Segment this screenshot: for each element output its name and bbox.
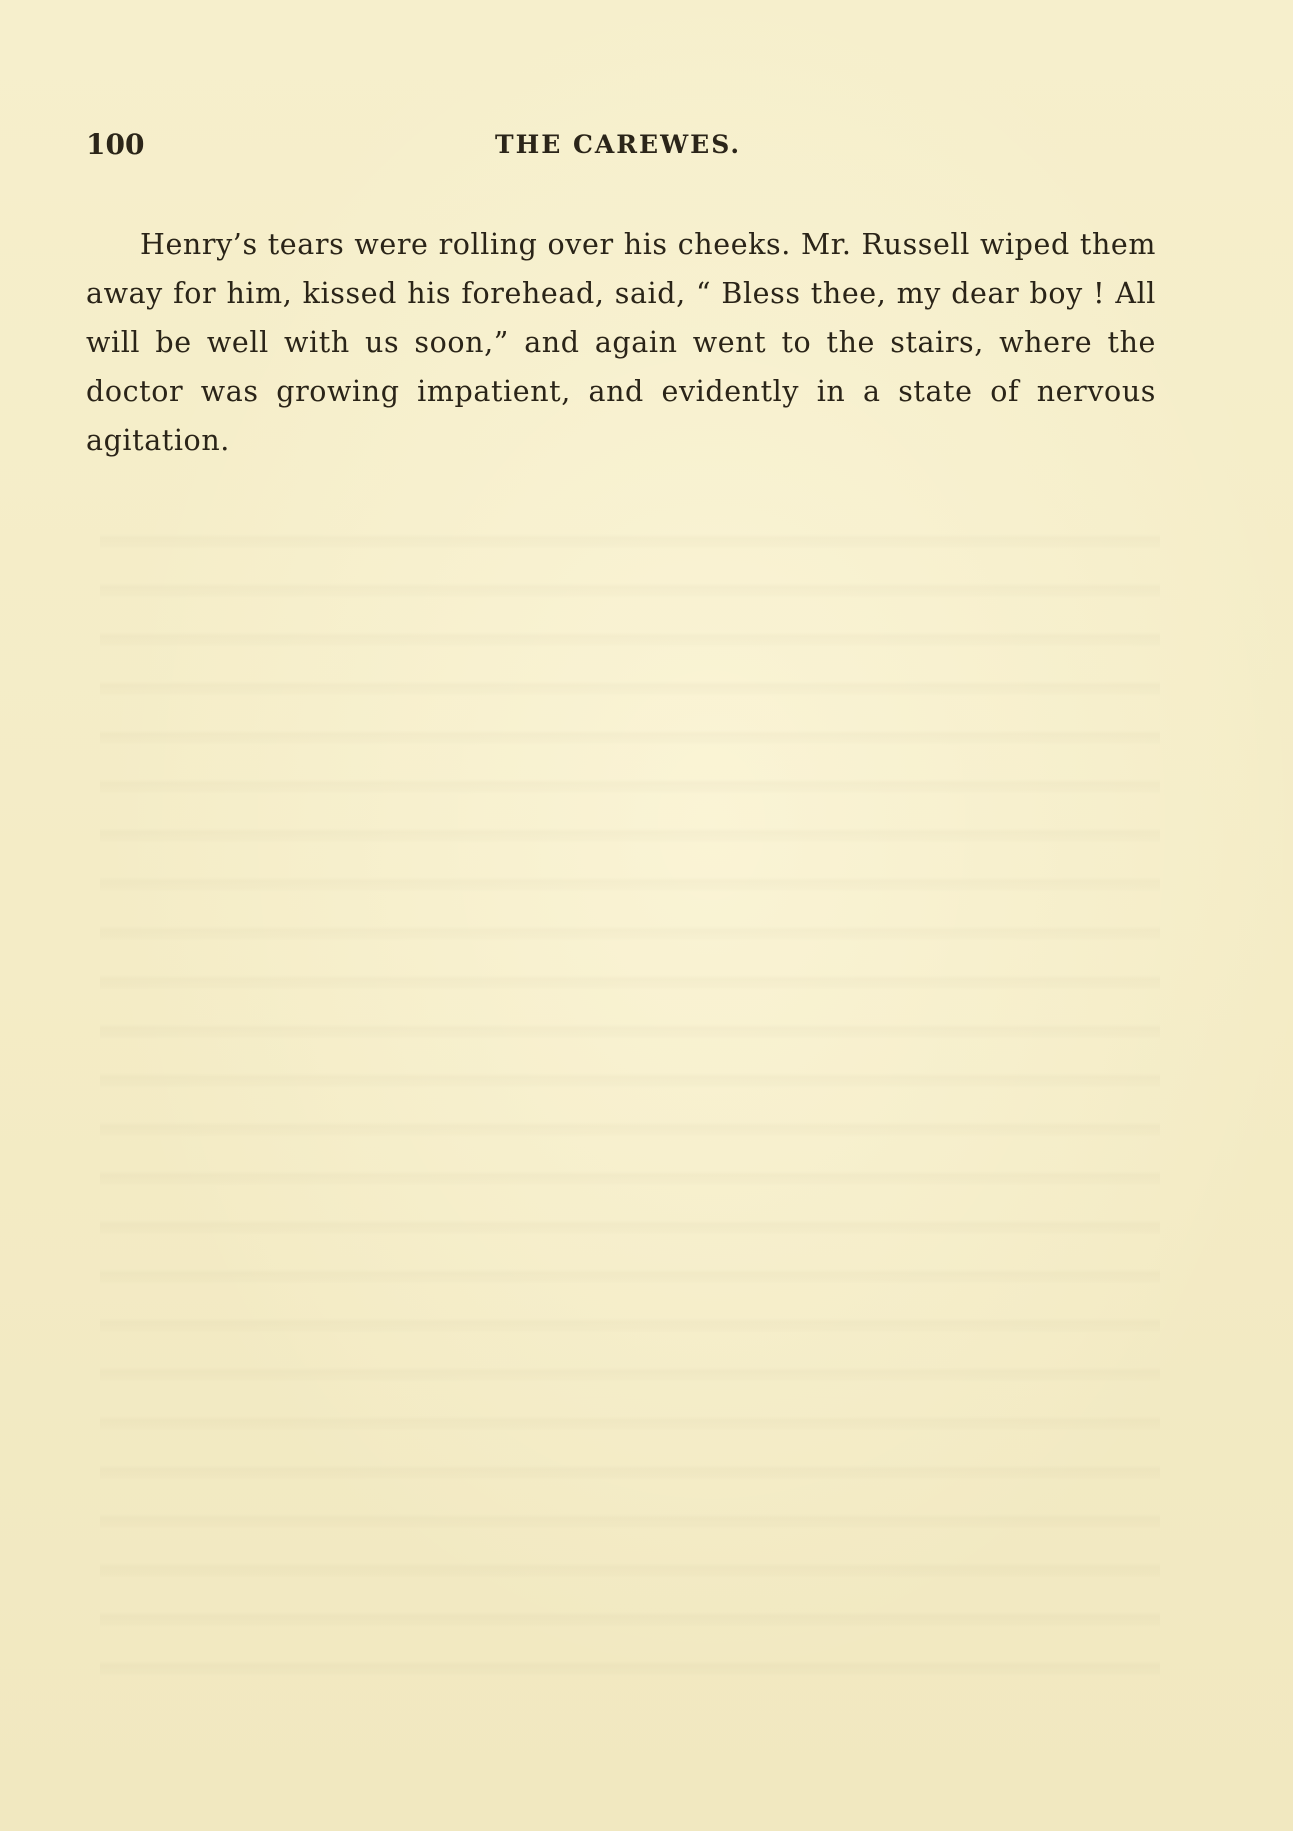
running-head xyxy=(80,128,1230,168)
body-paragraph: Henry’s tears were rolling over his cheeks. Mr. Russell wiped them away for him, kissed his forehead, said, “ Bless thee, my dear boy ! All will be well with us soon,” and again went to the stairs, where the doctor was growing impatient, and evidently in a state of nervous agitation. xyxy=(86,228,1156,457)
paper-texture xyxy=(100,500,1160,1680)
page-number: 100 xyxy=(86,128,145,161)
running-title: THE CAREWES. xyxy=(495,130,742,159)
